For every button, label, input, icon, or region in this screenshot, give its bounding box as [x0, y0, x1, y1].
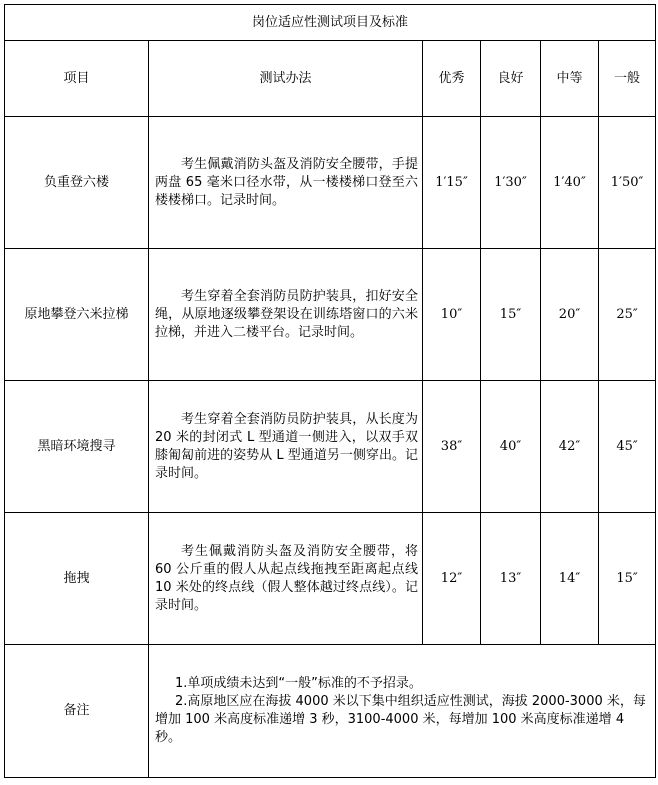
score-general: 45″: [599, 381, 656, 513]
score-excellent: 10″: [423, 249, 481, 381]
score-good: 40″: [481, 381, 541, 513]
score-good: 1′30″: [481, 117, 541, 249]
test-method: [149, 117, 423, 249]
score-medium: 1′40″: [541, 117, 599, 249]
header-row: [5, 41, 656, 117]
test-method-text: 考生佩戴消防头盔及消防安全腰带，手提两盘 65 毫米口径水带，从一楼楼梯口登至六楼楼梯口。记录时间。: [155, 156, 418, 208]
table-title: 岗位适应性测试项目及标准: [5, 5, 656, 41]
note-line-1: 1.单项成绩未达到“一般”标准的不予招录。: [175, 676, 422, 691]
header-method: 测试办法: [149, 41, 423, 117]
table-row: [5, 249, 656, 381]
score-excellent: 38″: [423, 381, 481, 513]
score-excellent: 1′15″: [423, 117, 481, 249]
title-row: [5, 5, 656, 41]
test-method-text: 考生穿着全套消防员防护装具，从长度为 20 米的封闭式 L 型通道一侧进入，以双手双膝匍匐前进的姿势从 L 型通道另一侧穿出。记录时间。: [155, 411, 418, 481]
score-medium: 20″: [541, 249, 599, 381]
header-good: 良好: [481, 41, 541, 117]
score-general: 15″: [599, 513, 656, 645]
score-excellent: 12″: [423, 513, 481, 645]
notes-content: [149, 645, 656, 778]
score-general: 1′50″: [599, 117, 656, 249]
item-name: 负重登六楼: [5, 117, 149, 249]
test-method: [149, 513, 423, 645]
item-name: 黑暗环境搜寻: [5, 381, 149, 513]
score-good: 13″: [481, 513, 541, 645]
notes-label: 备注: [5, 645, 149, 778]
test-method-text: 考生穿着全套消防员防护装具，扣好安全绳，从原地逐级攀登架设在训练塔窗口的六米拉梯，并进入二楼平台。记录时间。: [155, 288, 418, 340]
score-medium: 14″: [541, 513, 599, 645]
score-general: 25″: [599, 249, 656, 381]
header-medium: 中等: [541, 41, 599, 117]
test-method-text: 考生佩戴消防头盔及消防安全腰带，将 60 公斤重的假人从起点线拖拽至距离起点线 10 米处的终点线（假人整体越过终点线）。记录时间。: [155, 543, 418, 613]
test-method: [149, 381, 423, 513]
item-name: 原地攀登六米拉梯: [5, 249, 149, 381]
header-general: 一般: [599, 41, 656, 117]
table-row: [5, 381, 656, 513]
test-method: [149, 249, 423, 381]
score-good: 15″: [481, 249, 541, 381]
table-row: [5, 513, 656, 645]
standards-table: [4, 4, 656, 778]
table-row: [5, 117, 656, 249]
score-medium: 42″: [541, 381, 599, 513]
header-excellent: 优秀: [423, 41, 481, 117]
note-line-2: 2.高原地区应在海拔 4000 米以下集中组织适应性测试，海拔 2000-3000 米，每增加 100 米高度标准递增 3 秒，3100-4000 米，每增加 100 米高度标准递增 4 秒。: [155, 694, 646, 745]
notes-row: [5, 645, 656, 778]
item-name: 拖拽: [5, 513, 149, 645]
header-item: 项目: [5, 41, 149, 117]
